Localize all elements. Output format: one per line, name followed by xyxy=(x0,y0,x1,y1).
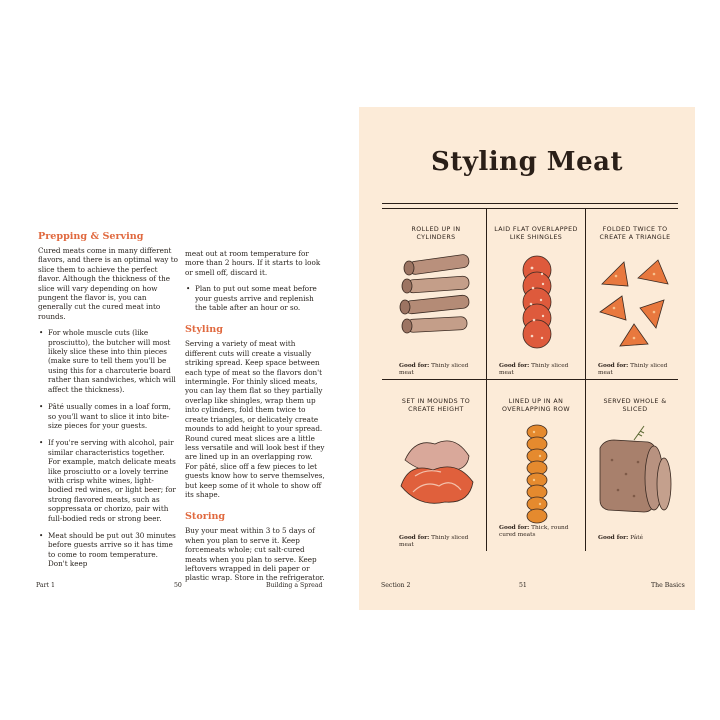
meat-mounds-icon xyxy=(395,420,479,530)
footer-chapter: The Basics xyxy=(651,582,685,589)
cell-title: SERVED WHOLE & SLICED xyxy=(603,398,667,414)
salami-shingles-icon xyxy=(495,248,579,358)
page-title: Styling Meat xyxy=(431,147,623,177)
pate-loaf-icon xyxy=(594,420,678,530)
cell-title: SET IN MOUNDS TO CREATE HEIGHT xyxy=(401,398,471,414)
chorizo-row-icon xyxy=(495,420,579,530)
footer-section: Part 1 xyxy=(36,582,55,589)
heading-prepping-serving: Prepping & Serving xyxy=(38,231,144,242)
good-for-note: Good for: Thinly sliced meat xyxy=(399,363,469,376)
style-cell-overlapping-row xyxy=(487,380,585,550)
footer-chapter: Building a Spread xyxy=(266,582,323,589)
rolled-meat-icon xyxy=(395,248,479,358)
divider-rule xyxy=(382,203,678,204)
style-cell-shingles xyxy=(487,208,585,378)
heading-storing: Storing xyxy=(185,511,226,523)
style-cell-whole-sliced xyxy=(586,380,684,550)
good-for-note: Good for: Thinly sliced meat xyxy=(399,535,469,548)
list-item: • Plan to put out some meat before your guests arrive and replenish the table after an hour or so. xyxy=(185,284,327,312)
good-for-note: Good for: Pâté xyxy=(598,535,644,541)
cell-title: LAID FLAT OVERLAPPED LIKE SHINGLES xyxy=(494,226,578,242)
good-for-note: Good for: Thick, round cured meats xyxy=(499,525,569,538)
style-cell-rolled xyxy=(387,208,485,378)
folded-triangles-icon xyxy=(594,248,678,358)
serving-tips-list xyxy=(38,328,178,568)
list-item: • Meat should be put out 30 minutes before guests arrive so it has time to come to room temperature. Don't keep xyxy=(38,531,178,569)
text-column-right xyxy=(185,249,327,590)
list-item: • If you're serving with alcohol, pair similar characteristics together. For example, match delicate meats like prosciutto or a lovely terrine with crisp white wines, light-bodied red wines, or light beer; for strong flavored meats, such as soppressata or chorizo, pair with full-bodied reds or strong beer. xyxy=(38,438,178,523)
footer-page-number: 51 xyxy=(519,582,527,589)
intro-paragraph: Cured meats come in many different flavors, and there is an optimal way to slice them to achieve the perfect flavor. Although the thickness of the slice will vary depending on how pungent the flavor is, you can generally cut the cured meat into rounds. xyxy=(38,246,178,321)
cell-title: FOLDED TWICE TO CREATE A TRIANGLE xyxy=(599,226,671,242)
heading-styling: Styling xyxy=(185,324,223,336)
footer-page-number: 50 xyxy=(174,582,182,589)
cell-title: LINED UP IN AN OVERLAPPING ROW xyxy=(501,398,571,414)
style-cell-triangles xyxy=(586,208,684,378)
right-page xyxy=(359,107,695,610)
continued-paragraph: meat out at room temperature for more than 2 hours. If it starts to look or smell off, discard it. xyxy=(185,249,321,277)
good-for-note: Good for: Thinly sliced meat xyxy=(598,363,668,376)
list-item: • Pâté usually comes in a loaf form, so you'll want to slice it into bite-size pieces for your guests. xyxy=(38,402,178,430)
left-page xyxy=(16,107,354,610)
text-column-left xyxy=(38,231,178,577)
styling-paragraph: Serving a variety of meat with different cuts will create a visually striking spread. Keep space between each type of meat so the flavors don't intermingle. For thinly sliced meats, you can lay them flat so they partially overlap like shingles, wrap them up into cylinders, fold them twice to create triangles, or delicately create mounds to add height to your spread. Round cured meat slices are a little less versatile and will look best if they are lined up in an overlapping row. For pâté, slice off a few pieces to let guests know how to serve themselves, but keep some of it whole to show off its shape. xyxy=(185,339,325,499)
footer-section: Section 2 xyxy=(381,582,411,589)
style-cell-mounds xyxy=(387,380,485,550)
good-for-note: Good for: Thinly sliced meat xyxy=(499,363,569,376)
storing-paragraph: Buy your meat within 3 to 5 days of when you plan to serve it. Keep forcemeats whole; cut salt-cured meats when you plan to serve. Keep leftovers wrapped in deli paper or plastic wrap. Store in the refrigerator. xyxy=(185,526,325,583)
cell-title: ROLLED UP IN CYLINDERS xyxy=(411,226,461,242)
serving-tips-list-cont xyxy=(185,284,327,312)
list-item: • For whole muscle cuts (like prosciutto), the butcher will most likely slice these into thin pieces (make sure to tell them you'll be using this for a charcuterie board rather than sandwiches, which will affect the thickness). xyxy=(38,328,178,394)
